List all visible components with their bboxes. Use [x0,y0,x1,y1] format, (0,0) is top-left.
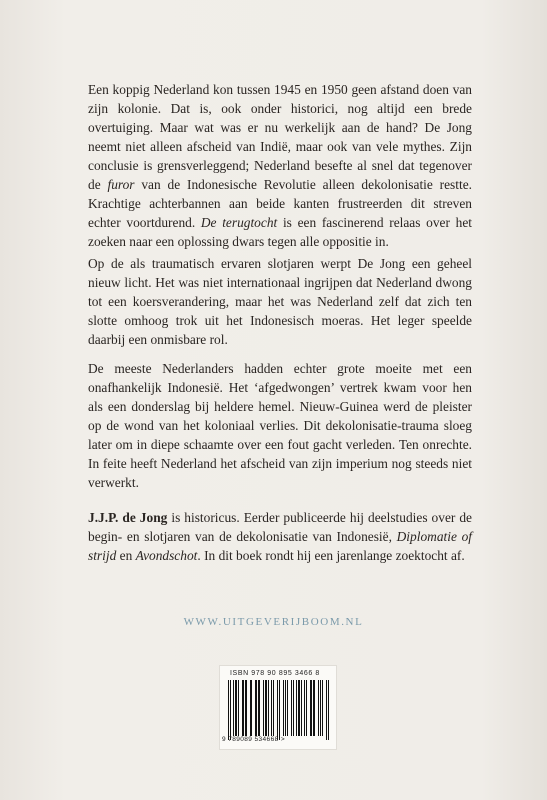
barcode-stripe [295,680,296,736]
barcode-stripe [250,680,251,736]
barcode-stripe [228,680,229,740]
barcode-stripe [287,680,289,736]
bio-text: . In dit boek rondt hij een jarenlange zoektocht af. [197,548,465,563]
barcode-stripe [279,680,280,740]
barcode-stripe [233,680,234,736]
barcode-stripe [296,680,297,736]
italic-term: furor [107,177,135,192]
barcode-stripe [318,680,319,736]
barcode-stripe [238,680,239,736]
barcode-stripe [243,680,244,736]
barcode-stripe [253,680,254,736]
blurb-text: De meeste Nederlanders hadden echter grote moeite met een onafhankelijk Indonesië. Het ‘afgedwongen’ vertrek kwam voor hen als een donderslag bij heldere hemel. Nieuw-Guinea werd de pleister op de wond van het koloniaal verlies. Dit dekolonisatie-trauma sloeg later om in diepe schaamte over een fout gacht verleden. Ten onrechte. In feite heeft Nederland het afscheid van zijn imperium nog steeds niet verwerkt. [88,361,472,490]
barcode-stripe [303,680,304,736]
barcode-stripe [235,680,237,736]
barcode-stripe [268,680,269,736]
barcode-stripe [263,680,264,736]
barcode-stripe [322,680,324,736]
barcode-stripe [277,680,279,740]
book-title-italic: De terugtocht [200,215,278,230]
blurb-paragraph-3 [88,359,472,492]
book-title-italic: Diplomatie of strijd [88,529,473,563]
barcode-stripe [232,680,233,740]
barcode-stripe [316,680,317,736]
isbn-barcode [219,665,337,750]
bio-text: en [116,548,136,563]
barcode-stripe [265,680,267,736]
barcode-stripe [259,680,260,736]
barcode-stripe [273,680,274,736]
blurb-text: van de Indonesische Revolutie alleen dekolonisatie restte. Krachtige achterbannen aan beide kanten frustreerden dit streven echter voortdurend. [88,177,472,230]
barcode-stripe [269,680,270,736]
barcode-stripe [310,680,312,736]
barcode-stripe [289,680,290,736]
barcode-stripe [308,680,309,736]
blurb-text: Een koppig Nederland kon tussen 1945 en 1950 geen afstand doen van zijn kolonie. Dat is, ook onder historici, nog altijd een brede overtuiging. Maar wat was er nu werkelijk aan de hand? De Jong neemt niet alleen afscheid van Indië, maar ook van vele mythes. Zijn conclusie is grensverleggend; Nederland besefte al snel dat tegenover de [88,82,472,192]
barcode-stripe [314,680,315,736]
barcode-stripe [298,680,300,736]
barcode-stripe [285,680,286,736]
publisher-website: WWW.UITGEVERIJBOOM.NL [183,616,364,628]
barcode-stripe [283,680,284,736]
barcode-stripe [304,680,305,736]
blurb-paragraph-2 [88,254,472,349]
barcode-stripe [240,680,241,736]
barcode-stripe [245,680,247,736]
barcode-stripe [261,680,262,736]
barcode-stripe [275,680,276,736]
barcode-stripe [313,680,314,736]
barcode-stripe [230,680,231,740]
barcode-stripe [328,680,329,740]
author-bio [88,508,472,565]
barcode-stripe [293,680,294,736]
barcode-stripe [271,680,272,736]
barcode-stripe [306,680,307,736]
author-name: J.J.P. de Jong [88,510,168,525]
barcode-stripe [258,680,259,736]
book-title-italic: Avondschot [135,548,198,563]
blurb-text: Op de als traumatisch ervaren slotjaren werpt De Jong een geheel nieuw licht. Het was niet internationaal ingrijpen dat Nederland dwong tot een koersverandering, maar het was Nederland zelf dat zich ten slotte omhoog trok uit het Indonesisch moeras. Het leger speelde daarbij een onmisbare rol. [88,256,472,347]
blurb-text: is een fascinerend relaas over het zoeken naar een oplossing dwars tegen alle oppositie in. [88,215,472,249]
barcode-stripe [251,680,252,736]
barcode-stripe [320,680,321,736]
blurb-paragraph-1 [88,80,472,251]
barcode-stripe [255,680,257,736]
barcode-stripe [242,680,243,736]
barcode-stripe [326,680,327,740]
bio-text: is historicus. Eerder publiceerde hij deelstudies over de begin- en slotjaren van de dekolonisatie van Indonesië, [88,510,472,544]
barcode-stripe [324,680,325,740]
barcode-stripe [248,680,249,736]
barcode-stripe [301,680,302,736]
isbn-label: ISBN 978 90 895 3466 8 [230,670,320,677]
barcode-stripe [281,680,282,740]
barcode-digits: 9 789089 534668 > [222,736,286,743]
barcode-stripe [291,680,292,736]
barcode-bars [228,680,330,736]
